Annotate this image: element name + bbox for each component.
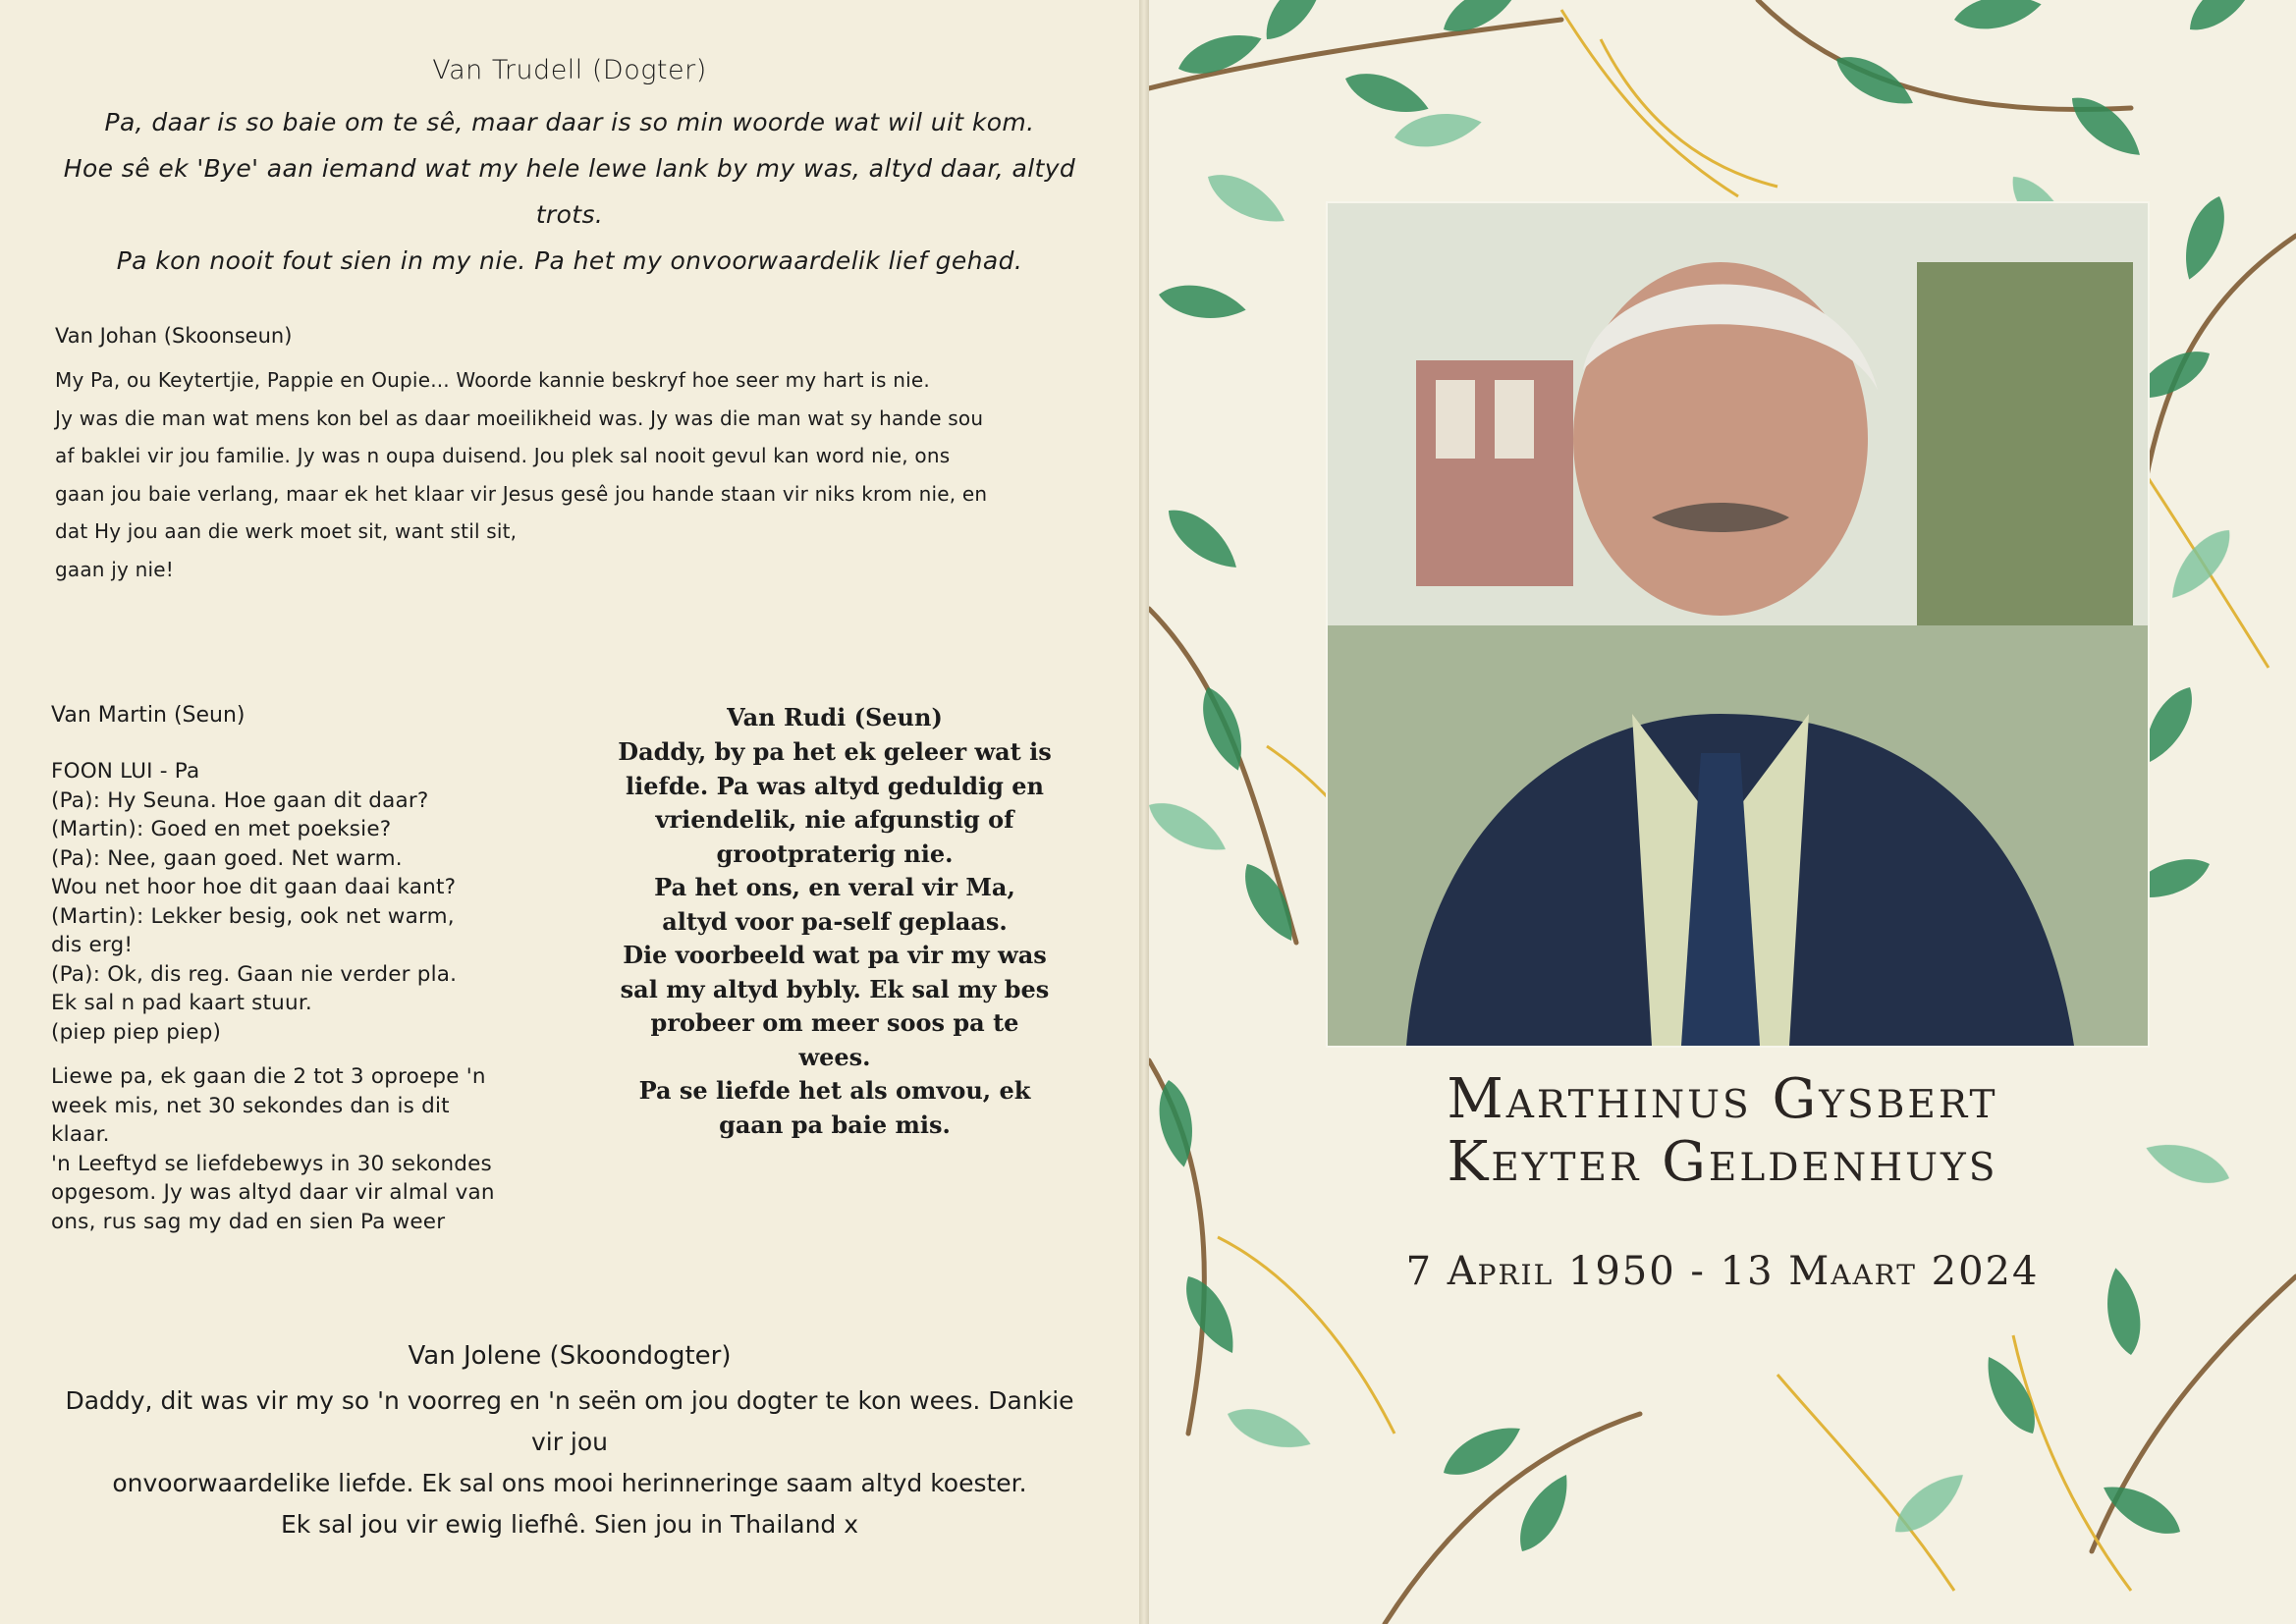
tribute-line: Hoe sê ek 'Bye' aan iemand wat my hele lewe lank by my was, altyd daar, altyd trots. [63, 154, 1076, 229]
dialogue-line: Ek sal n pad kaart stuur. [51, 991, 312, 1015]
tribute-line: Ek sal jou vir ewig liefhê. Sien jou in Thailand x [280, 1510, 859, 1539]
tribute-line: Pa het ons, en veral vir Ma, [654, 873, 1015, 901]
tribute-line: Pa se liefde het als omvou, ek [638, 1076, 1031, 1105]
tribute-line: dat Hy jou aan die werk moet sit, want stil sit, [55, 519, 518, 543]
tribute-line: 'n Leeftyd se liefdebewys in 30 sekondes [51, 1151, 492, 1176]
portrait-photo [1326, 201, 2150, 1048]
tribute-johan [55, 324, 1076, 588]
tribute-heading: Van Jolene (Skoondogter) [408, 1341, 732, 1371]
tribute-line: gaan jou baie verlang, maar ek het klaar vir Jesus gesê jou hande staan vir niks krom nie, en [55, 481, 988, 506]
tribute-line: grootpraterig nie. [716, 839, 954, 868]
tribute-line: liefde. Pa was altyd geduldig en [626, 771, 1044, 800]
dialogue-line: FOON LUI - Pa [51, 759, 200, 784]
dialogue-line: (piep piep piep) [51, 1019, 222, 1045]
name-line-1: Marthinus Gysbert [1447, 1067, 1998, 1131]
tribute-line: Pa kon nooit fout sien in my nie. Pa het my onvoorwaardelik lief gehad. [116, 246, 1023, 275]
page-fold [1139, 0, 1149, 1624]
tribute-line: Die voorbeeld wat pa vir my was [623, 941, 1047, 969]
tribute-heading: Van Rudi (Seun) [727, 703, 943, 731]
tribute-line: vriendelik, nie afgunstig of [655, 805, 1014, 834]
tribute-page-left [0, 0, 1139, 1624]
tribute-line: opgesom. Jy was altyd daar vir almal van [51, 1180, 495, 1205]
tribute-heading: Van Trudell (Dogter) [432, 55, 707, 85]
tribute-line: Jy was die man wat mens kon bel as daar moeilikheid was. Jy was die man wat sy hande sou [55, 406, 984, 430]
tribute-line: onvoorwaardelike liefde. Ek sal ons mooi herinneringe saam altyd koester. [112, 1469, 1027, 1497]
cover-page-right [1149, 0, 2296, 1624]
tribute-line: My Pa, ou Keytertjie, Pappie en Oupie... Woorde kannie beskryf hoe seer my hart is nie. [55, 368, 930, 392]
name-line-2: Keyter Geldenhuys [1447, 1130, 1998, 1194]
dialogue-line: Wou net hoor hoe dit gaan daai kant? [51, 875, 457, 899]
tribute-line: gaan pa baie mis. [719, 1110, 951, 1139]
dialogue-line: (Pa): Hy Seuna. Hoe gaan dit daar? [51, 787, 429, 813]
tribute-line: Daddy, dit was vir my so 'n voorreg en 'n seën om jou dogter te kon wees. Dankie vir jou [65, 1386, 1074, 1456]
tribute-line: probeer om meer soos pa te [650, 1008, 1019, 1037]
tribute-line: Pa, daar is so baie om te sê, maar daar is so min woorde wat wil uit kom. [104, 108, 1035, 136]
life-dates: 7 April 1950 - 13 Maart 2024 [1405, 1249, 2040, 1294]
tribute-line: wees. [798, 1042, 871, 1071]
tribute-line: ons, rus sag my dad en sien Pa weer [51, 1209, 446, 1234]
tribute-line: altyd voor pa-self geplaas. [662, 906, 1008, 936]
tribute-martin [51, 703, 601, 1236]
tribute-line: Daddy, by pa het ek geleer wat is [618, 737, 1052, 766]
dialogue-line: (Martin): Lekker besig, ook net warm, [51, 903, 455, 929]
tribute-line: klaar. [51, 1122, 110, 1147]
dialogue-line: (Martin): Goed en met poeksie? [51, 817, 392, 841]
tribute-rudi [589, 703, 1080, 1142]
portrait-image [1328, 203, 2148, 1046]
tribute-line: sal my altyd bybly. Ek sal my bes [620, 974, 1050, 1003]
tribute-line: gaan jy nie! [55, 557, 174, 581]
dialogue-line: (Pa): Ok, dis reg. Gaan nie verder pla. [51, 961, 458, 987]
tribute-heading: Van Johan (Skoonseun) [55, 324, 293, 348]
dialogue-line: dis erg! [51, 933, 134, 957]
deceased-name [1247, 1068, 2198, 1194]
tribute-line: Liewe pa, ek gaan die 2 tot 3 oproepe 'n [51, 1064, 486, 1089]
tribute-jolene [49, 1341, 1090, 1545]
tribute-line: af baklei vir jou familie. Jy was n oupa duisend. Jou plek sal nooit gevul kan word nie, ons [55, 444, 951, 467]
tribute-heading: Van Martin (Seun) [51, 703, 246, 728]
tribute-line: week mis, net 30 sekondes dan is dit [51, 1093, 450, 1118]
tribute-trudell [59, 55, 1080, 284]
dialogue-line: (Pa): Nee, gaan goed. Net warm. [51, 845, 403, 871]
